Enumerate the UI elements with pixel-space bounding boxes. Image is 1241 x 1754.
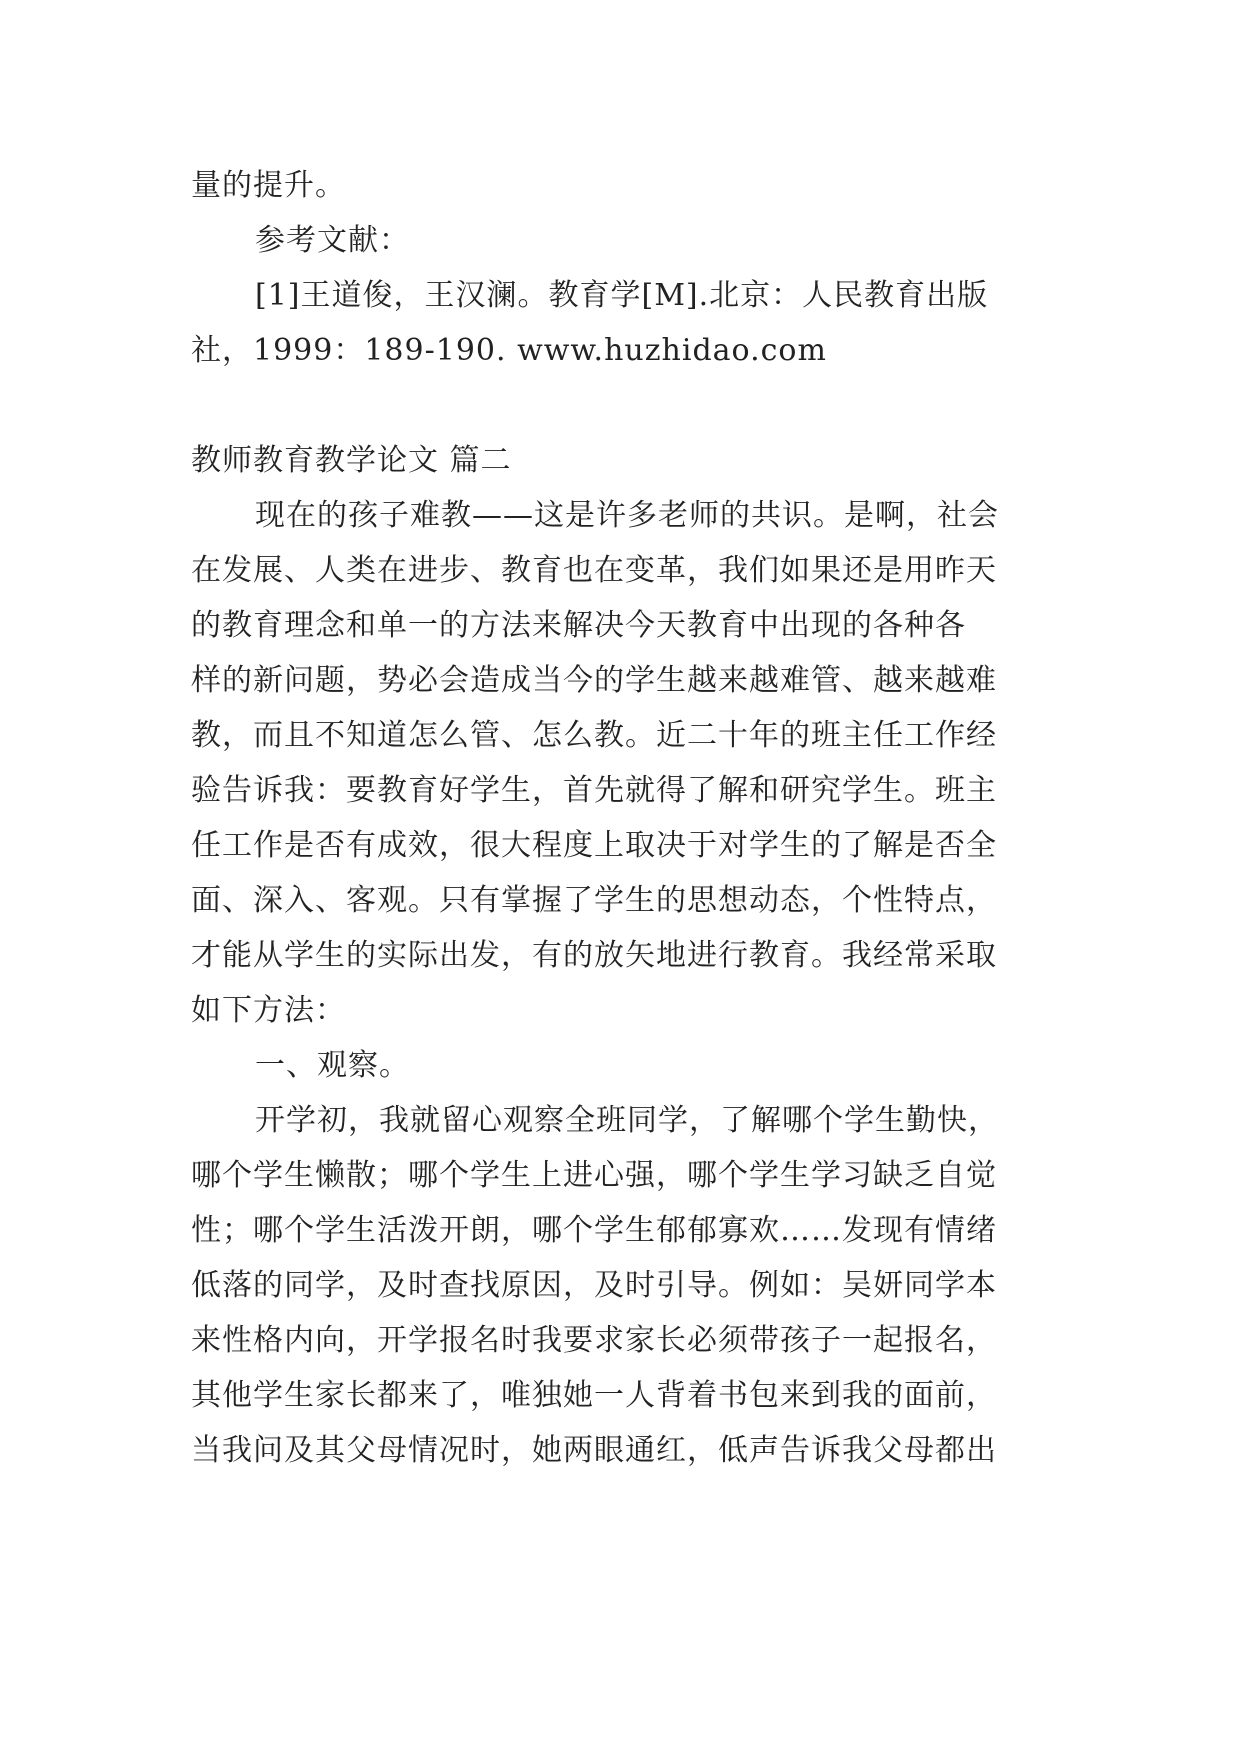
paragraph-line: 任工作是否有成效，很大程度上取决于对学生的了解是否全 [191, 828, 997, 863]
paragraph-line: 哪个学生懒散；哪个学生上进心强，哪个学生学习缺乏自觉 [191, 1158, 997, 1193]
paragraph-line: 来性格内向，开学报名时我要求家长必须带孩子一起报名， [191, 1323, 997, 1358]
paragraph-line: 面、深入、客观。只有掌握了学生的思想动态，个性特点， [191, 883, 997, 918]
paragraph-line: 其他学生家长都来了，唯独她一人背着书包来到我的面前， [191, 1378, 997, 1413]
text-line: 量的提升。 [191, 168, 346, 203]
subsection-heading: 一、观察。 [255, 1048, 410, 1083]
paragraph-line: 才能从学生的实际出发，有的放矢地进行教育。我经常采取 [191, 938, 997, 973]
reference-item: [1]王道俊，王汉澜。教育学[M].北京：人民教育出版 [255, 278, 989, 313]
references-heading: 参考文献： [255, 223, 410, 258]
paragraph-line: 性；哪个学生活泼开朗，哪个学生郁郁寡欢……发现有情绪 [191, 1213, 997, 1248]
paragraph-line: 验告诉我：要教育好学生，首先就得了解和研究学生。班主 [191, 773, 997, 808]
paragraph-line: 当我问及其父母情况时，她两眼通红，低声告诉我父母都出 [191, 1433, 997, 1468]
paragraph-line: 如下方法： [191, 993, 346, 1028]
paragraph-line: 教，而且不知道怎么管、怎么教。近二十年的班主任工作经 [191, 718, 997, 753]
paragraph-line: 低落的同学，及时查找原因，及时引导。例如：吴妍同学本 [191, 1268, 997, 1303]
paragraph-line: 样的新问题，势必会造成当今的学生越来越难管、越来越难 [191, 663, 997, 698]
reference-item-continued: 社，1999：189-190. www.huzhidao.com [191, 333, 827, 368]
paragraph-line: 开学初，我就留心观察全班同学，了解哪个学生勤快， [255, 1103, 999, 1138]
paragraph-line: 的教育理念和单一的方法来解决今天教育中出现的各种各 [191, 608, 966, 643]
paragraph-line: 现在的孩子难教——这是许多老师的共识。是啊，社会 [255, 498, 999, 533]
paragraph-line: 在发展、人类在进步、教育也在变革，我们如果还是用昨天 [191, 553, 997, 588]
section-title: 教师教育教学论文 篇二 [191, 443, 512, 478]
